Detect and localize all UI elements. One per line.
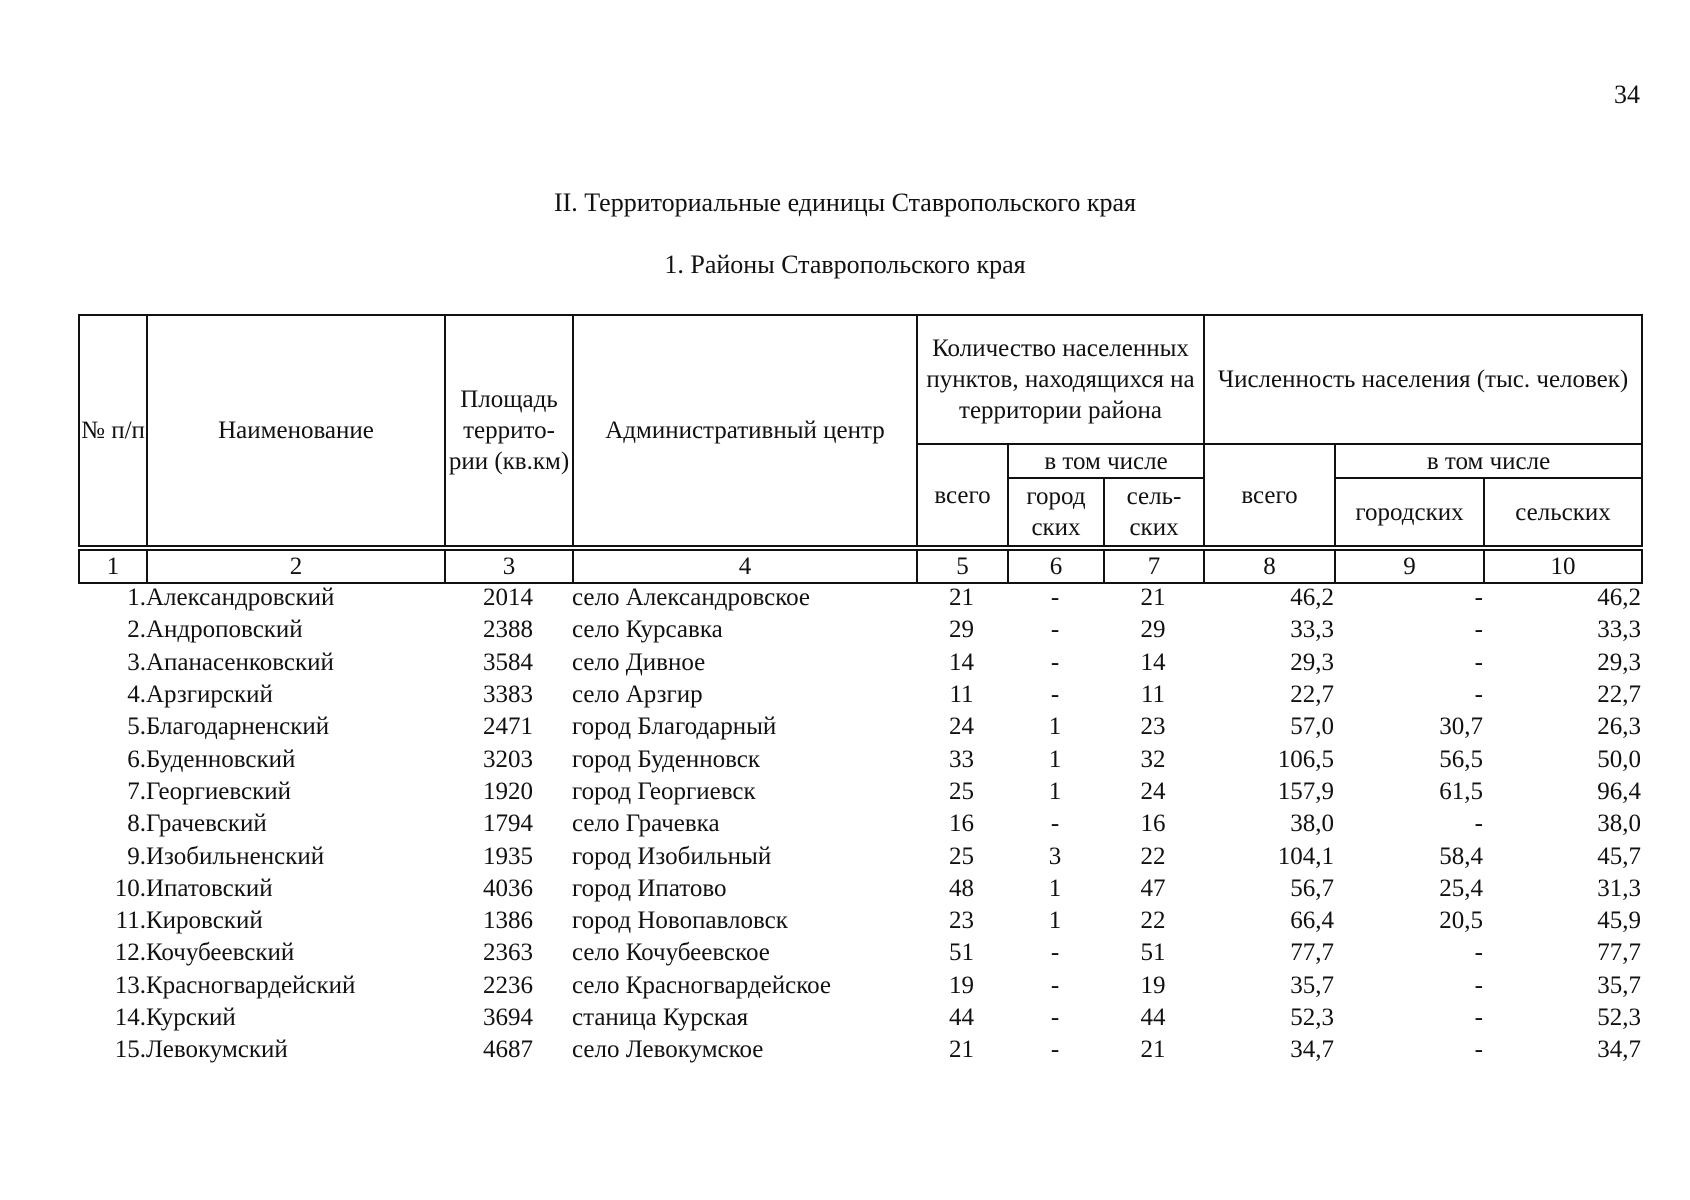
settlements-rural: 14	[1140, 648, 1166, 676]
settlements-total: 11	[949, 681, 974, 709]
population-urban: 58,4	[1439, 842, 1483, 870]
column-numbers-row	[79, 550, 1642, 583]
row-number: 1.	[127, 584, 146, 612]
population-rural: 50,0	[1597, 745, 1641, 773]
settlements-total: 33	[949, 745, 974, 773]
settlements-urban: 1	[1048, 713, 1062, 741]
settlements-rural: 23	[1140, 713, 1166, 741]
column-number: 8	[1204, 550, 1335, 583]
population-rural: 38,0	[1597, 810, 1641, 838]
header-population-rural: сельских	[1484, 478, 1642, 546]
district-name: Курский	[146, 1004, 236, 1031]
table-title: 1. Районы Ставропольского края	[664, 250, 1026, 279]
admin-center: город Новопавловск	[572, 907, 788, 935]
settlements-total: 48	[949, 874, 974, 902]
column-number: 9	[1335, 550, 1484, 583]
column-number: 1	[79, 550, 147, 583]
population-urban: -	[1474, 810, 1483, 838]
population-total: 77,7	[1290, 939, 1334, 967]
population-rural: 45,9	[1597, 907, 1641, 935]
district-area: 2014	[483, 584, 533, 612]
row-number: 14.	[114, 1004, 146, 1031]
row-number: 7.	[127, 777, 146, 805]
header-settlements-total: всего	[917, 444, 1008, 546]
table-row	[78, 711, 1641, 743]
settlements-total: 21	[949, 584, 974, 612]
column-number: 7	[1104, 550, 1204, 583]
table-row	[78, 1002, 1641, 1034]
settlements-urban: 3	[1048, 842, 1062, 870]
admin-center: село Арзгир	[572, 681, 703, 709]
population-rural: 31,3	[1597, 874, 1641, 902]
population-total: 46,2	[1290, 584, 1334, 612]
settlements-rural: 47	[1140, 874, 1166, 902]
population-rural: 46,2	[1597, 584, 1641, 612]
admin-center: село Дивное	[572, 648, 706, 676]
admin-center: село Грачевка	[572, 810, 720, 838]
row-number: 12.	[114, 939, 146, 967]
district-area: 1935	[483, 842, 533, 870]
column-number: 3	[445, 550, 573, 583]
population-rural: 29,3	[1597, 648, 1641, 676]
settlements-rural: 32	[1140, 745, 1166, 773]
admin-center: станица Курская	[572, 1004, 749, 1031]
district-area: 4036	[483, 874, 533, 902]
settlements-rural: 22	[1140, 907, 1166, 935]
population-rural: 33,3	[1597, 616, 1641, 644]
population-total: 106,5	[1277, 745, 1334, 773]
header-area: Площадь террито-рии (кв.км)	[445, 315, 573, 546]
district-name: Арзгирский	[146, 681, 273, 709]
district-name: Ипатовский	[146, 874, 273, 902]
settlements-urban: -	[1050, 648, 1060, 676]
settlements-rural: 22	[1140, 842, 1166, 870]
settlements-total: 19	[949, 971, 974, 999]
settlements-urban: 1	[1048, 745, 1062, 773]
population-total: 157,9	[1277, 777, 1334, 805]
settlements-rural: 51	[1140, 939, 1166, 967]
population-total: 57,0	[1290, 713, 1334, 741]
row-number: 8.	[127, 810, 146, 838]
settlements-urban: -	[1050, 681, 1060, 709]
population-rural: 26,3	[1597, 713, 1641, 741]
table-header	[78, 314, 1643, 584]
column-number: 2	[147, 550, 445, 583]
settlements-urban: 1	[1048, 777, 1062, 805]
admin-center: город Ипатово	[572, 874, 727, 902]
settlements-urban: -	[1050, 584, 1060, 612]
population-total: 38,0	[1290, 810, 1334, 838]
population-total: 29,3	[1290, 648, 1334, 676]
population-urban: -	[1474, 648, 1483, 676]
district-name: Кочубеевский	[146, 939, 295, 967]
population-urban: 61,5	[1439, 777, 1483, 805]
district-name: Андроповский	[146, 616, 303, 644]
settlements-total: 24	[949, 713, 974, 741]
district-name: Георгиевский	[146, 777, 292, 805]
population-urban: 20,5	[1439, 907, 1483, 935]
admin-center: город Георгиевск	[572, 777, 756, 805]
header-population-incl: в том числе	[1335, 444, 1642, 478]
settlements-rural: 24	[1140, 777, 1166, 805]
table-row	[78, 1034, 1641, 1066]
district-name: Апанасенковский	[146, 648, 334, 676]
population-total: 33,3	[1290, 616, 1334, 644]
district-name: Красногвардейский	[146, 971, 356, 999]
settlements-urban: -	[1050, 939, 1060, 967]
population-urban: -	[1474, 616, 1483, 644]
header-num: № п/п	[79, 315, 147, 546]
settlements-total: 44	[949, 1004, 974, 1031]
header-settlements-urban: город ских	[1008, 478, 1104, 546]
district-name: Кировский	[146, 907, 263, 935]
settlements-urban: -	[1050, 971, 1060, 999]
column-number: 10	[1484, 550, 1642, 583]
district-area: 1386	[483, 907, 533, 935]
population-rural: 45,7	[1597, 842, 1641, 870]
row-number: 4.	[127, 681, 146, 709]
district-area: 2236	[483, 971, 533, 999]
row-number: 11.	[115, 907, 146, 935]
settlements-total: 29	[949, 616, 974, 644]
table-row	[78, 840, 1641, 872]
row-number: 6.	[127, 745, 146, 773]
population-rural: 35,7	[1597, 971, 1641, 999]
settlements-urban: -	[1050, 616, 1060, 644]
settlements-urban: -	[1050, 1036, 1060, 1064]
column-number: 4	[573, 550, 917, 583]
district-name: Благодарненский	[146, 713, 330, 741]
population-urban: -	[1474, 1004, 1483, 1031]
districts-table	[78, 582, 1641, 1066]
header-population-urban: городских	[1335, 478, 1484, 546]
admin-center: село Курсавка	[572, 616, 723, 644]
column-number: 5	[917, 550, 1008, 583]
population-urban: -	[1474, 971, 1483, 999]
district-name: Изобильненский	[146, 842, 325, 870]
table-row	[78, 614, 1641, 646]
table-row	[78, 808, 1641, 840]
row-number: 3.	[127, 648, 146, 676]
settlements-total: 51	[949, 939, 974, 967]
population-rural: 52,3	[1597, 1004, 1641, 1031]
population-urban: -	[1474, 939, 1483, 967]
header-population-total: всего	[1204, 444, 1335, 546]
column-number: 6	[1008, 550, 1104, 583]
header-center: Административный центр	[573, 315, 917, 546]
population-urban: -	[1474, 1036, 1483, 1064]
settlements-rural: 19	[1140, 971, 1166, 999]
settlements-rural: 21	[1140, 1036, 1166, 1064]
settlements-total: 14	[949, 648, 974, 676]
admin-center: село Левокумское	[572, 1036, 764, 1064]
table-row	[78, 647, 1641, 679]
district-area: 3584	[483, 648, 533, 676]
district-area: 4687	[483, 1036, 533, 1064]
district-area: 1920	[483, 777, 533, 805]
table-row	[78, 679, 1641, 711]
admin-center: город Благодарный	[572, 713, 777, 741]
table-row	[78, 743, 1641, 775]
admin-center: город Буденновск	[572, 745, 761, 773]
district-name: Буденновский	[146, 745, 296, 773]
district-area: 2388	[483, 616, 533, 644]
settlements-total: 21	[949, 1036, 974, 1064]
settlements-total: 25	[949, 842, 974, 870]
population-rural: 22,7	[1597, 681, 1641, 709]
admin-center: село Красногвардейское	[572, 971, 832, 999]
district-area: 3203	[483, 745, 533, 773]
population-total: 22,7	[1290, 681, 1334, 709]
district-area: 2363	[483, 939, 533, 967]
district-name: Александровский	[146, 584, 335, 612]
district-area: 1794	[483, 810, 533, 838]
settlements-rural: 44	[1140, 1004, 1166, 1031]
header-settlements-rural: сель-ских	[1104, 478, 1204, 546]
row-number: 2.	[127, 616, 146, 644]
row-number: 9.	[127, 842, 146, 870]
population-total: 35,7	[1290, 971, 1334, 999]
population-rural: 77,7	[1597, 939, 1641, 967]
settlements-urban: -	[1050, 1004, 1060, 1031]
admin-center: село Кочубеевское	[572, 939, 770, 967]
population-urban: 56,5	[1439, 745, 1483, 773]
population-total: 66,4	[1290, 907, 1334, 935]
district-area: 3383	[483, 681, 533, 709]
row-number: 5.	[127, 713, 146, 741]
district-name: Грачевский	[146, 810, 267, 838]
settlements-total: 23	[949, 907, 974, 935]
settlements-urban: 1	[1048, 907, 1062, 935]
table-row	[78, 582, 1641, 614]
table-row	[78, 776, 1641, 808]
population-total: 52,3	[1290, 1004, 1334, 1031]
population-urban: -	[1474, 584, 1483, 612]
table-row	[78, 937, 1641, 969]
settlements-urban: -	[1050, 810, 1060, 838]
district-area: 2471	[483, 713, 533, 741]
header-settlements-incl: в том числе	[1008, 444, 1204, 478]
population-rural: 96,4	[1597, 777, 1641, 805]
admin-center: город Изобильный	[572, 842, 772, 870]
table-row	[78, 873, 1641, 905]
row-number: 13.	[114, 971, 146, 999]
header-population-group: Численность населения (тыс. человек)	[1204, 315, 1642, 444]
population-urban: 30,7	[1439, 713, 1483, 741]
district-area: 3694	[483, 1004, 533, 1031]
table-row	[78, 970, 1641, 1002]
settlements-rural: 21	[1140, 584, 1166, 612]
settlements-urban: 1	[1048, 874, 1062, 902]
population-total: 56,7	[1290, 874, 1334, 902]
row-number: 10.	[114, 874, 146, 902]
district-name: Левокумский	[146, 1036, 288, 1064]
admin-center: село Александровское	[572, 584, 811, 612]
page-number: 34	[1614, 80, 1640, 109]
population-urban: -	[1474, 681, 1483, 709]
settlements-total: 25	[949, 777, 974, 805]
settlements-rural: 11	[1140, 681, 1166, 709]
population-total: 104,1	[1277, 842, 1334, 870]
header-settlements-group: Количество населенных пунктов, находящихся на территории района	[917, 315, 1204, 444]
table-row	[78, 905, 1641, 937]
population-rural: 34,7	[1597, 1036, 1641, 1064]
header-name: Наименование	[147, 315, 445, 546]
section-title: II. Территориальные единицы Ставропольского края	[553, 188, 1137, 217]
settlements-rural: 16	[1140, 810, 1166, 838]
row-number: 15.	[114, 1036, 146, 1064]
population-total: 34,7	[1290, 1036, 1334, 1064]
settlements-rural: 29	[1140, 616, 1166, 644]
settlements-total: 16	[949, 810, 974, 838]
population-urban: 25,4	[1439, 874, 1483, 902]
